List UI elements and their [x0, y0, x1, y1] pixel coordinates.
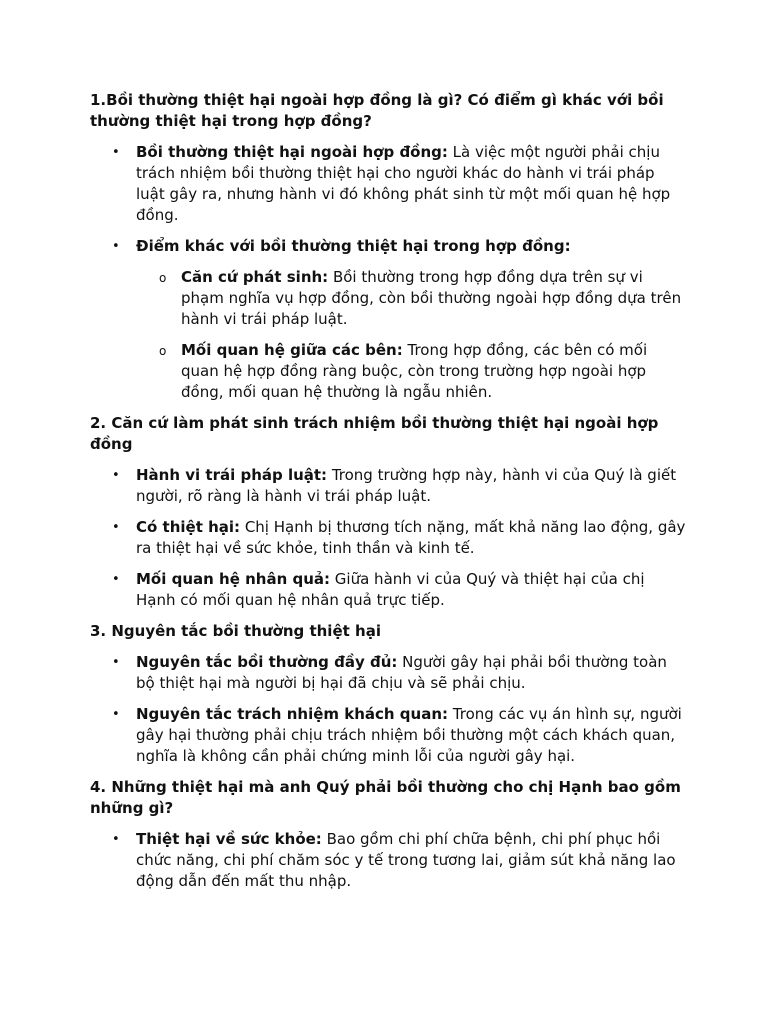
section-heading-2: 2. Căn cứ làm phát sinh trách nhiệm bồi thường thiệt hại ngoài hợp đồng [90, 414, 659, 453]
sub-list-item [181, 267, 688, 330]
list-item [136, 465, 688, 507]
item-term: Thiệt hại về sức khỏe: [136, 830, 322, 848]
item-term: Hành vi trái pháp luật: [136, 466, 328, 484]
section-heading-4: 4. Những thiệt hại mà anh Quý phải bồi thường cho chị Hạnh bao gồm những gì? [90, 778, 681, 817]
item-term: Có thiệt hại: [136, 518, 241, 536]
item-text: Người gây hại phải bồi thường toàn bộ thiệt hại mà người bị hại đã chịu và sẽ phải chịu. [136, 653, 667, 692]
subitem-term: Mối quan hệ giữa các bên: [181, 341, 403, 359]
list-item [136, 142, 688, 226]
subitem-term: Căn cứ phát sinh: [181, 268, 329, 286]
item-text: Trong các vụ án hình sự, người gây hại thường phải chịu trách nhiệm bồi thường một cách khách quan, nghĩa là không cần phải chứng minh lỗi của người gây hại. [136, 705, 682, 765]
section-list-3 [90, 652, 688, 767]
item-term: Nguyên tắc trách nhiệm khách quan: [136, 705, 449, 723]
item-term: Bồi thường thiệt hại ngoài hợp đồng: [136, 143, 448, 161]
subitem-text: Trong hợp đồng, các bên có mối quan hệ hợp đồng ràng buộc, còn trong trường hợp ngoài hợp đồng, mối quan hệ thường là ngẫu nhiên. [181, 341, 648, 401]
item-term: Nguyên tắc bồi thường đầy đủ: [136, 653, 398, 671]
section-list-1 [90, 142, 688, 403]
item-term: Mối quan hệ nhân quả: [136, 570, 331, 588]
list-item [136, 517, 688, 559]
list-item [136, 704, 688, 767]
section-heading-3: 3. Nguyên tắc bồi thường thiệt hại [90, 622, 381, 640]
item-term: Điểm khác với bồi thường thiệt hại trong hợp đồng: [136, 237, 571, 255]
item-text: Là việc một người phải chịu trách nhiệm bồi thường thiệt hại cho người khác do hành vi trái pháp luật gây ra, nhưng hành vi đó không phát sinh từ một mối quan hệ hợp đồng. [136, 143, 671, 224]
section-list-4 [90, 829, 688, 892]
list-item [136, 829, 688, 892]
item-text: Chị Hạnh bị thương tích nặng, mất khả năng lao động, gây ra thiệt hại về sức khỏe, tinh thần và kinh tế. [136, 518, 686, 557]
section-list-2 [90, 465, 688, 611]
section-heading-1: 1.Bồi thường thiệt hại ngoài hợp đồng là gì? Có điểm gì khác với bồi thường thiệt hại trong hợp đồng? [90, 91, 664, 130]
item-text: Bao gồm chi phí chữa bệnh, chi phí phục hồi chức năng, chi phí chăm sóc y tế trong tương lai, giảm sút khả năng lao động dẫn đến mất thu nhập. [136, 830, 676, 890]
item-text: Giữa hành vi của Quý và thiệt hại của chị Hạnh có mối quan hệ nhân quả trực tiếp. [136, 570, 645, 609]
sub-list-item [181, 340, 688, 403]
list-item [136, 569, 688, 611]
item-text: Trong trường hợp này, hành vi của Quý là giết người, rõ ràng là hành vi trái pháp luật. [136, 466, 677, 505]
list-item [136, 652, 688, 694]
subitem-text: Bồi thường trong hợp đồng dựa trên sự vi phạm nghĩa vụ hợp đồng, còn bồi thường ngoài hợp đồng dựa trên hành vi trái pháp luật. [181, 268, 682, 328]
sub-list [136, 267, 688, 403]
list-item [136, 236, 688, 403]
